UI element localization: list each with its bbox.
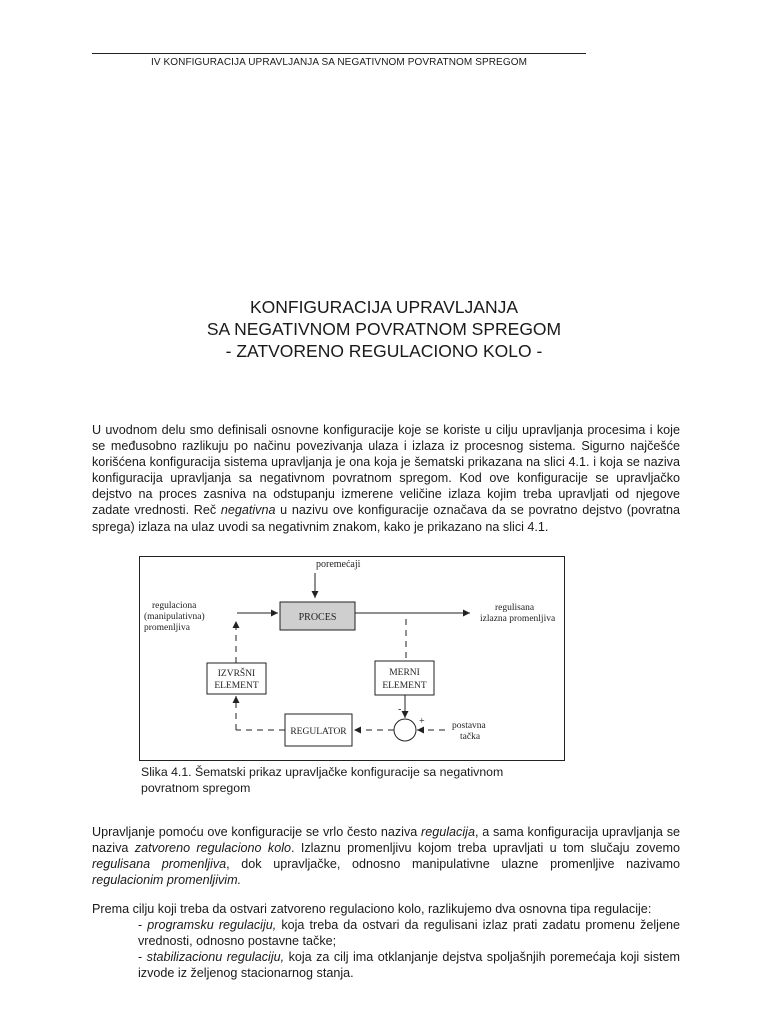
control-loop-diagram [139, 556, 565, 761]
disturbances-label: poremećaji [316, 559, 361, 570]
item2-text: koja za cilj ima otklanjanje dejstva spoljašnjih poremećaja koji sistem izvode iz željenog stacionarnog stanja. [138, 950, 681, 981]
title-line-1: KONFIGURACIJA UPRAVLJANJA [249, 297, 519, 317]
item1-dash: - [138, 918, 148, 933]
output-label-2: izlazna promenljiva [480, 614, 556, 624]
actuator-label-1: IZVRŠNI [217, 669, 256, 679]
types-paragraph [92, 901, 680, 981]
def-em-manipulated-variables: regulacionim promenljivim. [92, 873, 242, 888]
actuator-label-2: ELEMENT [214, 681, 259, 691]
item2-term: stabilizacionu regulaciju, [146, 950, 285, 965]
definition-paragraph [92, 824, 680, 888]
sensor-label-2: ELEMENT [382, 681, 427, 691]
header-rule [92, 53, 586, 54]
intro-paragraph [92, 422, 680, 535]
item2-dash: - [138, 950, 147, 965]
regulator-label: REGULATOR [290, 727, 347, 737]
def-text-g: , dok upravljačke, odnosno manipulativne ulazne promenljive nazivamo [226, 857, 680, 872]
running-header: IV KONFIGURACIJA UPRAVLJANJA SA NEGATIVNOM POVRATNOM SPREGOM [150, 57, 528, 68]
intro-text-a: U uvodnom delu smo definisali osnovne konfiguracije koje se koriste u cilju upravljanja procesima i koje se međusobno razlikuju po načinu povezivanja ulaza i izlaza iz procesnog sistema. Sigurno najčešće korišćena konfiguracija sistema upravljanja je ona koja je šematski prikazana na slici 4.1. i koja se naziva konfiguracija upravljanja sa negativnom povratnom spregom. Kod ove konfiguracije se upravljačko dejstvo na proces zasniva na odstupanju izmerene veličine izlaza kojim treba upravljati od njegove zadate vrednosti. Reč [92, 423, 680, 518]
types-item-program [92, 917, 680, 949]
intro-emphasis: negativna [220, 503, 276, 518]
sensor-label-1: MERNI [389, 668, 420, 678]
setpoint-label-2: tačka [460, 732, 481, 742]
output-label-1: regulisana [495, 603, 535, 613]
caption-line-2: povratnom spregom [141, 781, 251, 795]
types-item-stabilization [92, 949, 680, 981]
comparator-plus-sign: + [419, 716, 425, 727]
input-label-3: promenljiva [144, 623, 190, 633]
def-em-regulacija: regulacija [421, 825, 475, 839]
item1-term: programsku regulaciju, [147, 918, 277, 933]
caption-line-1: Slika 4.1. Šematski prikaz upravljačke konfiguracije sa negativnom [141, 765, 504, 779]
def-text-a: Upravljanje pomoću ove konfiguracije se vrlo često naziva [92, 825, 422, 839]
setpoint-label-1: postavna [452, 721, 486, 731]
def-text-c: , a sama konfiguracija upravljanja se naziva [92, 825, 680, 856]
page-title [92, 296, 676, 362]
def-em-controlled-variable: regulisana promenljiva [92, 857, 227, 872]
types-intro: Prema cilju koji treba da ostvari zatvoreno regulaciono kolo, razlikujemo dva osnovna tipa regulacije: [92, 902, 652, 916]
def-em-closed-loop: zatvoreno regulaciono kolo [134, 841, 291, 856]
input-label-1: regulaciona [152, 601, 197, 611]
comparator-minus-sign: - [398, 704, 402, 715]
comparator-circle [394, 719, 416, 741]
input-label-2: (manipulativna) [144, 612, 205, 622]
def-text-e: . Izlaznu promenljivu kojom treba upravljati u tom slučaju zovemo [291, 841, 680, 856]
process-label: PROCES [298, 612, 337, 623]
title-line-3: - ZATVORENO REGULACIONO KOLO - [225, 341, 543, 361]
item1-text: koja treba da ostvari da regulisani izlaz prati zadatu promenu željene vrednosti, odnosno postavne tačke; [138, 918, 680, 949]
intro-text-b: u nazivu ove konfiguracije označava da se povratno dejstvo (povratna sprega) izlaza na ulaz uvodi sa negativnim znakom, kako je prikazano na slici 4.1. [92, 503, 680, 534]
title-line-2: SA NEGATIVNOM POVRATNOM SPREGOM [206, 319, 562, 339]
figure-caption [141, 764, 561, 796]
